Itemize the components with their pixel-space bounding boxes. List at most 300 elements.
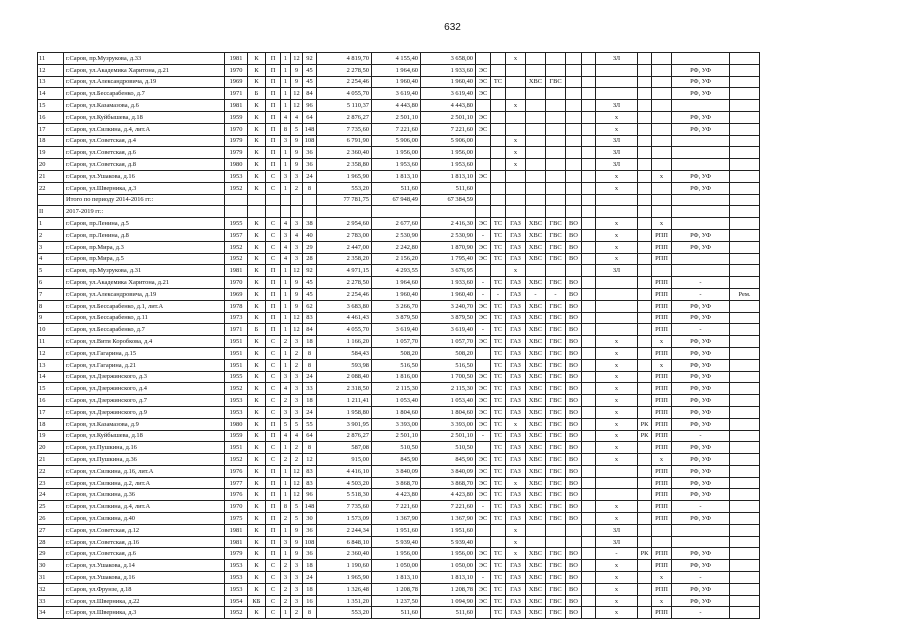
cell-kind: П [266,288,281,300]
cell-num: 27 [38,524,64,536]
cell-s2 [491,123,506,135]
cell-ent: 3 [291,406,303,418]
cell-fund: РФ, УФ [672,465,730,477]
cell-s2: ТС [491,430,506,442]
cell-t2: 3 840,09 [372,465,421,477]
cell-floors: 1 [281,489,291,501]
cell-s3: х [506,100,526,112]
cell-year [225,206,248,218]
cell-t2: 1 050,00 [372,560,421,572]
cell-apt: 8 [303,359,317,371]
cell-addr: г.Саров, ул.Куйбышева, д.18 [64,430,225,442]
cell-year [225,194,248,206]
cell-num: 2 [38,229,64,241]
cell-t3: 4 443,80 [421,100,476,112]
cell-num: 6 [38,277,64,289]
cell-note [730,324,760,336]
cell-s2: ТС [491,324,506,336]
cell-s4: ХВС [526,477,546,489]
cell-s10 [652,100,672,112]
table-row [38,359,760,371]
cell-t2: 1 057,70 [372,336,421,348]
cell-s8: х [596,454,638,466]
cell-note [730,548,760,560]
housing-repair-table [37,52,760,619]
cell-floors: 3 [281,536,291,548]
cell-s3: х [506,536,526,548]
cell-ent: 2 [291,454,303,466]
cell-s6 [566,265,582,277]
cell-s4: ХВС [526,229,546,241]
cell-t2: 4 443,80 [372,100,421,112]
cell-year: 1953 [225,583,248,595]
cell-t1: 2 318,50 [317,383,372,395]
cell-num: 11 [38,336,64,348]
cell-s2: ТС [491,548,506,560]
cell-t1: 593,98 [317,359,372,371]
cell-note [730,336,760,348]
cell-num: 22 [38,465,64,477]
cell-s5 [546,53,566,65]
cell-s1: ЭС [476,465,491,477]
cell-kind: С [266,406,281,418]
cell-s1: ЭС [476,336,491,348]
cell-apt: 83 [303,477,317,489]
cell-t2: 1 956,00 [372,548,421,560]
cell-s2: ТС [491,406,506,418]
cell-s7 [582,76,596,88]
total-row [38,194,760,206]
cell-floors: 1 [281,442,291,454]
cell-s9 [638,76,652,88]
cell-s9 [638,477,652,489]
cell-note [730,159,760,171]
cell-t3: 1 094,90 [421,595,476,607]
cell-kind: С [266,347,281,359]
cell-s6 [566,147,582,159]
cell-t3: 1 367,90 [421,513,476,525]
cell-mat: К [248,182,266,194]
cell-s2: ТС [491,359,506,371]
cell-s10: х [652,218,672,230]
cell-t2: 2 677,60 [372,218,421,230]
cell-addr: г.Саров, ул.Дзержинского, д.4 [64,383,225,395]
cell-s4: ХВС [526,241,546,253]
cell-apt: 8 [303,442,317,454]
cell-floors: 1 [281,347,291,359]
cell-s1: ЭС [476,253,491,265]
cell-mat: К [248,100,266,112]
cell-num: 14 [38,88,64,100]
cell-s8 [596,88,638,100]
cell-mat: К [248,418,266,430]
cell-mat: К [248,53,266,65]
cell-mat: К [248,548,266,560]
cell-s6: ВО [566,312,582,324]
cell-mat: К [248,312,266,324]
table-row [38,300,760,312]
cell-ent: 4 [291,111,303,123]
cell-t3: 3 868,70 [421,477,476,489]
cell-s3: ГАЗ [506,359,526,371]
cell-s3: х [506,147,526,159]
cell-kind: П [266,513,281,525]
cell-s9 [638,123,652,135]
cell-s9 [638,194,652,206]
cell-t3: 7 221,60 [421,123,476,135]
cell-s4 [526,135,546,147]
cell-s9 [638,524,652,536]
cell-s3: ГАЗ [506,253,526,265]
cell-s3: ГАЗ [506,371,526,383]
cell-year: 1981 [225,53,248,65]
cell-t1: 4 461,43 [317,312,372,324]
cell-s9 [638,347,652,359]
cell-s5: ГВС [546,229,566,241]
cell-apt: 36 [303,159,317,171]
cell-fund [672,194,730,206]
cell-s3: ГАЗ [506,607,526,619]
cell-kind: П [266,64,281,76]
cell-s2: ТС [491,371,506,383]
cell-ent: 12 [291,312,303,324]
cell-s1: ЭС [476,454,491,466]
cell-t2: 511,60 [372,607,421,619]
cell-num: 12 [38,64,64,76]
cell-s10: РПП [652,288,672,300]
cell-mat: К [248,76,266,88]
cell-s5: ГВС [546,465,566,477]
cell-mat: К [248,159,266,171]
cell-addr: г.Саров, ул.Ушакова, д.16 [64,572,225,584]
cell-t1: 584,43 [317,347,372,359]
cell-s2: ТС [491,595,506,607]
cell-s3: ГАЗ [506,406,526,418]
cell-fund: - [672,607,730,619]
cell-t1: 2 360,40 [317,147,372,159]
cell-addr: г.Саров, ул.Казамазова, д.6 [64,100,225,112]
cell-year: 1952 [225,241,248,253]
cell-note [730,229,760,241]
cell-s4: ХВС [526,406,546,418]
cell-s5: ГВС [546,595,566,607]
cell-ent: 9 [291,277,303,289]
cell-kind: П [266,277,281,289]
cell-s7 [582,88,596,100]
cell-s9 [638,218,652,230]
cell-t1: 3 901,95 [317,418,372,430]
cell-s2: ТС [491,454,506,466]
cell-kind: С [266,182,281,194]
cell-floors [281,194,291,206]
cell-s3: х [506,477,526,489]
cell-apt: 148 [303,501,317,513]
cell-s1: - [476,430,491,442]
cell-apt: 24 [303,170,317,182]
cell-year: 1981 [225,100,248,112]
cell-s1: ЭС [476,111,491,123]
cell-num: 21 [38,454,64,466]
cell-s6 [566,135,582,147]
cell-s8: х [596,513,638,525]
cell-floors: 1 [281,324,291,336]
cell-s7 [582,253,596,265]
cell-fund: РФ, УФ [672,241,730,253]
cell-t3: 1 813,10 [421,170,476,182]
cell-ent: 9 [291,524,303,536]
cell-t1: 4 055,70 [317,88,372,100]
cell-s1: - [476,572,491,584]
cell-kind: С [266,336,281,348]
cell-t2: 3 619,40 [372,88,421,100]
cell-floors: 1 [281,182,291,194]
cell-s7 [582,477,596,489]
cell-s1 [476,147,491,159]
cell-kind: П [266,312,281,324]
cell-year: 1981 [225,536,248,548]
cell-mat: К [248,241,266,253]
cell-s10: РПП [652,300,672,312]
cell-t2: 3 879,50 [372,312,421,324]
cell-kind: С [266,572,281,584]
cell-ent: 3 [291,560,303,572]
cell-s10 [652,123,672,135]
cell-s5: ГВС [546,383,566,395]
cell-addr: г.Саров, ул.Советская, д.8 [64,159,225,171]
cell-num: 16 [38,111,64,123]
cell-s5: ГВС [546,607,566,619]
cell-s2: ТС [491,477,506,489]
cell-s2: ТС [491,336,506,348]
cell-s10 [652,53,672,65]
cell-fund [672,53,730,65]
cell-s8 [596,300,638,312]
cell-year: 1969 [225,76,248,88]
cell-s8 [596,76,638,88]
cell-fund: РФ, УФ [672,88,730,100]
cell-t3: 7 221,60 [421,501,476,513]
cell-s6 [566,53,582,65]
cell-s8: ЗЛ [596,100,638,112]
cell-note [730,489,760,501]
cell-s5 [546,206,566,218]
cell-mat: Б [248,324,266,336]
cell-s1: ЭС [476,477,491,489]
cell-addr: г.Саров, ул.Силкина, д.4, лит.А [64,501,225,513]
cell-note [730,194,760,206]
cell-s9 [638,359,652,371]
cell-s4: ХВС [526,300,546,312]
cell-addr: г.Саров, ул.Советская, д.6 [64,147,225,159]
cell-t2: 1 953,60 [372,159,421,171]
cell-s8 [596,277,638,289]
cell-addr: г.Саров, пр.Мира, д.5 [64,253,225,265]
cell-s10 [652,536,672,548]
cell-note [730,395,760,407]
cell-floors: 2 [281,595,291,607]
cell-s8: ЗЛ [596,536,638,548]
cell-s8: х [596,253,638,265]
cell-s2 [491,64,506,76]
cell-ent: 3 [291,241,303,253]
cell-s9 [638,100,652,112]
cell-t3: 3 240,70 [421,300,476,312]
cell-note [730,277,760,289]
cell-s8: х [596,359,638,371]
cell-fund: РФ, УФ [672,395,730,407]
cell-t1: 553,20 [317,182,372,194]
cell-s6: ВО [566,336,582,348]
cell-addr: г.Саров, ул.Шверника, д.3 [64,182,225,194]
cell-s9 [638,64,652,76]
cell-s2 [491,206,506,218]
cell-ent: 12 [291,477,303,489]
cell-apt: 36 [303,524,317,536]
cell-num: 25 [38,501,64,513]
cell-s6: ВО [566,501,582,513]
cell-year: 1953 [225,572,248,584]
cell-apt: 92 [303,53,317,65]
cell-t1 [317,206,372,218]
cell-s2: ТС [491,513,506,525]
cell-mat: К [248,359,266,371]
cell-t1: 553,20 [317,607,372,619]
cell-fund [672,135,730,147]
cell-kind: П [266,418,281,430]
cell-s2: ТС [491,229,506,241]
cell-s5 [546,265,566,277]
cell-t1: 2 278,50 [317,64,372,76]
cell-ent: 5 [291,123,303,135]
cell-year: 1975 [225,513,248,525]
cell-s6 [566,524,582,536]
cell-t2: 2 501,10 [372,111,421,123]
cell-s7 [582,513,596,525]
cell-ent: 12 [291,53,303,65]
cell-t1: 4 416,10 [317,465,372,477]
cell-num: 16 [38,395,64,407]
cell-addr: г.Саров, ул.Пушкина, д.36 [64,454,225,466]
table-row [38,277,760,289]
cell-note [730,560,760,572]
cell-s1 [476,135,491,147]
cell-year: 1951 [225,336,248,348]
cell-s3: ГАЗ [506,383,526,395]
cell-s1: ЭС [476,76,491,88]
cell-kind: С [266,241,281,253]
cell-t2: 3 868,70 [372,477,421,489]
cell-s7 [582,454,596,466]
cell-year: 1951 [225,359,248,371]
cell-kind: С [266,560,281,572]
cell-floors: 2 [281,336,291,348]
cell-floors: 2 [281,513,291,525]
cell-t1: 6 791,90 [317,135,372,147]
cell-t3: 1 960,40 [421,76,476,88]
cell-s2 [491,265,506,277]
cell-s6: ВО [566,288,582,300]
cell-floors: 1 [281,100,291,112]
cell-s4 [526,111,546,123]
cell-t2: 2 156,20 [372,253,421,265]
cell-s10 [652,64,672,76]
cell-mat: К [248,218,266,230]
cell-t1: 2 783,00 [317,229,372,241]
cell-s9 [638,159,652,171]
table-row [38,76,760,88]
cell-s1: ЭС [476,548,491,560]
cell-fund: РФ, УФ [672,312,730,324]
cell-s10: х [652,454,672,466]
cell-s7 [582,265,596,277]
cell-t1: 2 244,34 [317,524,372,536]
cell-s4 [526,265,546,277]
cell-mat: К [248,465,266,477]
table-row [38,501,760,513]
cell-t3 [421,206,476,218]
cell-num: 34 [38,607,64,619]
cell-kind: П [266,265,281,277]
cell-mat: К [248,383,266,395]
cell-t3: 1 953,60 [421,159,476,171]
cell-apt: 18 [303,560,317,572]
cell-fund: РФ, УФ [672,454,730,466]
cell-num: 33 [38,595,64,607]
table-row [38,111,760,123]
cell-addr: г.Саров, ул.Казамазова, д.9 [64,418,225,430]
cell-t3: 4 423,80 [421,489,476,501]
cell-fund: РФ, УФ [672,359,730,371]
table-row [38,454,760,466]
table-row [38,595,760,607]
cell-s6 [566,123,582,135]
cell-note [730,607,760,619]
cell-kind: С [266,583,281,595]
cell-ent: 3 [291,336,303,348]
cell-s5: ГВС [546,312,566,324]
cell-s6 [566,159,582,171]
cell-kind: П [266,501,281,513]
cell-addr: г.Саров, ул.Советская, д.6 [64,548,225,560]
cell-s7 [582,277,596,289]
cell-t1: 3 683,80 [317,300,372,312]
cell-s5: ГВС [546,241,566,253]
cell-s10: РПП [652,430,672,442]
cell-floors: 8 [281,501,291,513]
cell-ent: 3 [291,595,303,607]
cell-kind: П [266,53,281,65]
cell-s5: - [546,288,566,300]
cell-t3: 1 053,40 [421,395,476,407]
cell-s10: РПП [652,371,672,383]
cell-num: 20 [38,159,64,171]
cell-s6: ВО [566,418,582,430]
cell-s10 [652,111,672,123]
cell-s8 [596,312,638,324]
cell-fund: РФ, УФ [672,406,730,418]
cell-t2: 1 956,00 [372,147,421,159]
cell-t1: 1 326,48 [317,583,372,595]
cell-addr: г.Саров, ул.Силкина, д.4, лит.А [64,123,225,135]
cell-s1: - [476,324,491,336]
table-row [38,147,760,159]
cell-s1: ЭС [476,88,491,100]
cell-t3: 1 208,78 [421,583,476,595]
cell-ent: 2 [291,182,303,194]
cell-floors: 4 [281,253,291,265]
cell-s4 [526,123,546,135]
cell-ent: 3 [291,371,303,383]
